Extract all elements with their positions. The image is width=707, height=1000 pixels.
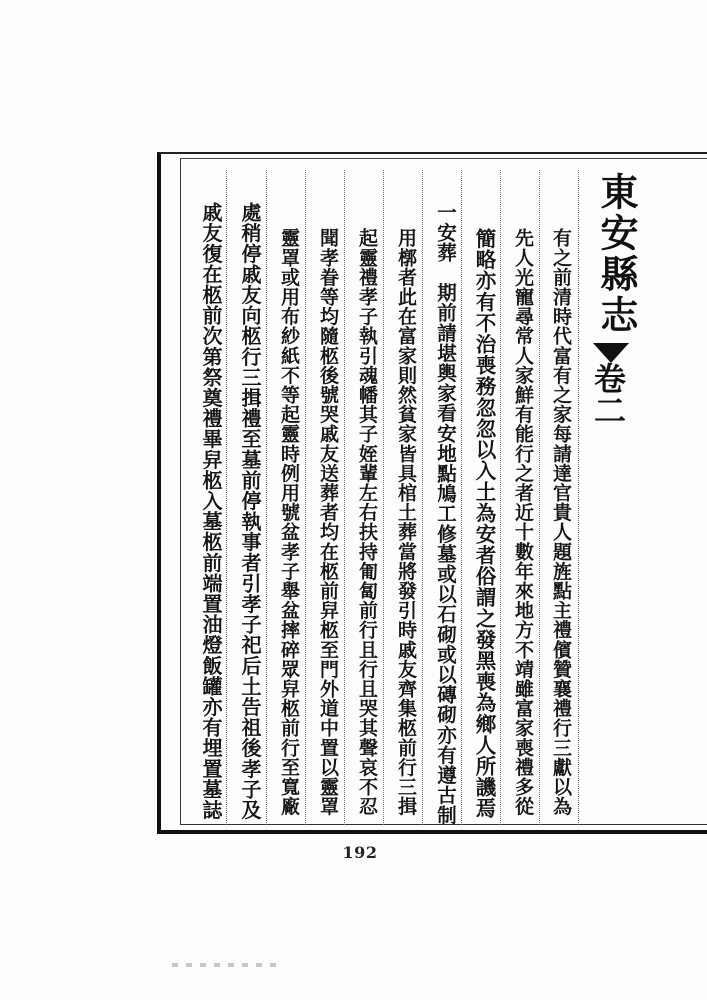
text-column-9: 處稍停戚友向柩行三揖禮至墓前停執事者引孝子祀后土告祖後孝子及 (238, 202, 262, 820)
column-rule (383, 170, 384, 825)
text-column-3: 簡略亦有不治喪務忽忽以入土為安者俗謂之發黑喪為鄉人所譏焉 (472, 228, 496, 819)
text-column-4: 一安葬 期前請堪輿家看安地點鳩工修墓或以石砌或以磚砌亦有遵古制 (434, 202, 457, 826)
column-rule (578, 170, 579, 825)
column-rule (344, 170, 345, 825)
chapter-label: 卷二 (589, 362, 627, 426)
text-column-7: 聞孝眷等均隨柩後號哭戚友送葬者均在柩前舁柩至門外道中置以靈罩 (317, 228, 339, 816)
text-column-8: 靈罩或用布紗紙不等起靈時例用號盆孝子舉盆摔碎眾舁柩前行至寬廠 (278, 228, 300, 816)
book-title: 東安縣志 (594, 172, 639, 336)
scan-speckle (172, 963, 284, 967)
column-rule (305, 170, 306, 825)
column-rule (422, 170, 423, 825)
page-number: 192 (342, 843, 378, 862)
text-column-6: 起靈禮孝子執引魂幡其子姪輩左右扶持匍匐前行且行且哭其聲哀不忍 (356, 228, 378, 816)
column-rule (266, 170, 267, 825)
column-rule (461, 170, 462, 825)
fish-tail-mark (593, 343, 629, 363)
text-column-2: 先人光寵尋常人家鮮有能行之者近十數年來地方不靖雖富家喪禮多從 (512, 228, 534, 816)
column-rule (500, 170, 501, 825)
text-column-1: 有之前清時代富有之家每請達官貴人題旌點主禮儐贊襄禮行三獻以為 (550, 228, 572, 816)
text-column-10: 戚友復在柩前次第祭奠禮畢舁柩入墓柩前端置油燈飯罐亦有埋置墓誌 (199, 202, 223, 820)
column-rule (539, 170, 540, 825)
text-column-5: 用槨者此在富家則然貧家皆具棺土葬當將發引時戚友齊集柩前行三揖 (395, 228, 417, 816)
